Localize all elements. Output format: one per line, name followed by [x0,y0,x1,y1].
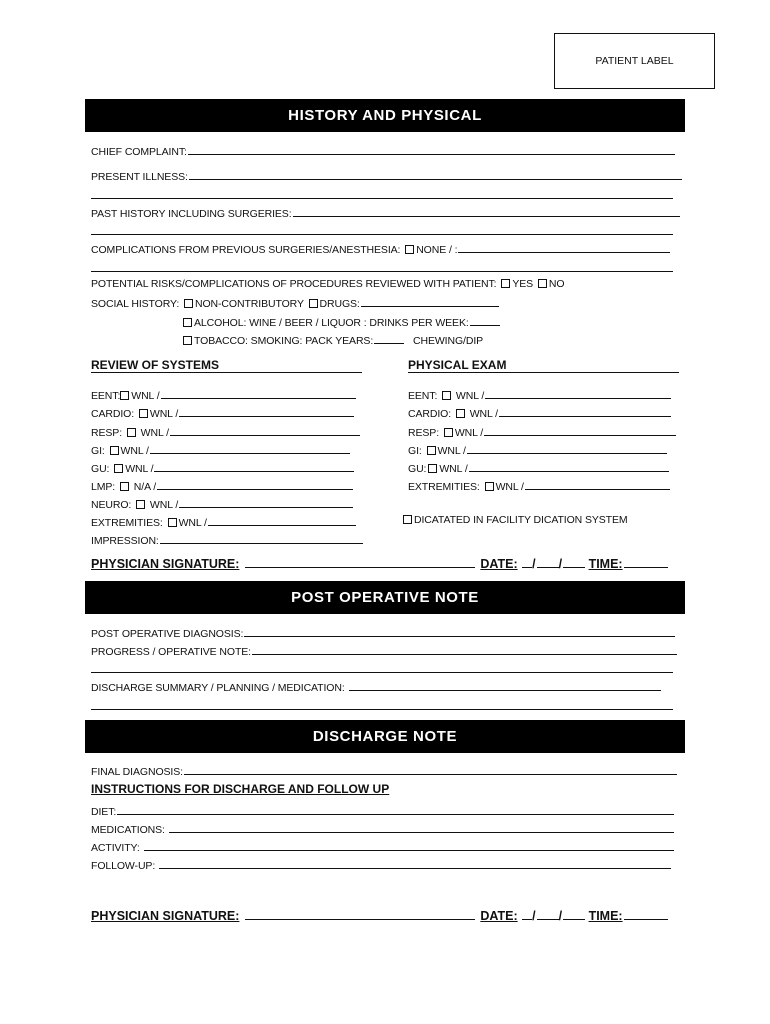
post-op-diagnosis-label: POST OPERATIVE DIAGNOSIS: [91,628,244,640]
discharge-date-sep-1: / [532,909,536,923]
pe-eent-wnl: WNL / [455,390,485,402]
ros-gu-checkbox[interactable] [114,464,123,473]
pe-cardio-field[interactable] [499,405,671,417]
ros-eent-label: EENT: [91,390,121,402]
ros-cardio-row [91,405,354,421]
patient-label-box [554,33,715,89]
ros-resp-row [91,424,360,440]
ros-cardio-label: CARDIO: [91,408,135,420]
follow-up-label: FOLLOW-UP: [91,860,156,872]
pe-extremities-field[interactable] [525,478,670,490]
ros-extremities-wnl: WNL / [178,517,207,529]
dictated-row [401,514,628,527]
ros-cardio-checkbox[interactable] [139,409,148,418]
complications-line-2[interactable] [91,271,673,272]
hp-date-sep-1: / [532,557,536,571]
pe-extremities-wnl: WNL / [495,481,524,493]
ros-eent-wnl: WNL / [131,390,160,402]
discharge-physician-signature-label: PHYSICIAN SIGNATURE: [91,909,240,923]
ros-gi-field[interactable] [150,442,350,454]
hp-signature-row [91,556,668,571]
pe-cardio-wnl: WNL / [469,408,498,420]
pe-resp-field[interactable] [484,424,676,436]
ros-neuro-row [91,496,353,512]
pe-gi-field[interactable] [467,442,667,454]
present-illness-line-2[interactable] [91,198,673,199]
tobacco-label: TOBACCO: SMOKING: PACK YEARS: [194,335,374,347]
ros-gu-row [91,460,354,476]
ros-resp-checkbox[interactable] [127,428,136,437]
chief-complaint-field[interactable] [188,143,675,155]
social-history-row [91,295,499,311]
discharge-date-day-field[interactable] [537,908,559,920]
potential-risks-row [91,278,564,291]
tobacco-checkbox[interactable] [183,336,192,345]
history-physical-banner [85,99,685,132]
pe-resp-wnl: WNL / [454,427,484,439]
pe-eent-row [408,387,671,403]
discharge-time-label: TIME: [588,909,623,923]
hp-date-month-field[interactable] [522,556,532,568]
impression-label: IMPRESSION: [91,535,159,547]
ros-gu-field[interactable] [154,460,354,472]
hp-date-day-field[interactable] [537,556,559,568]
social-history-label: SOCIAL HISTORY: [91,298,180,310]
alcohol-row [181,314,500,330]
dictated-checkbox[interactable] [403,515,412,524]
ros-lmp-label: LMP: [91,481,116,493]
drugs-checkbox[interactable] [309,299,318,308]
pe-heading [408,358,679,373]
pe-gu-label: GU: [408,463,427,475]
discharge-summary-label: DISCHARGE SUMMARY / PLANNING / MEDICATION: [91,682,345,694]
final-diagnosis-label: FINAL DIAGNOSIS: [91,766,183,778]
alcohol-label: ALCOHOL: WINE / BEER / LIQUOR : DRINKS PER WEEK: [194,317,469,329]
ros-gu-wnl: WNL / [125,463,154,475]
past-history-field[interactable] [293,205,680,217]
discharge-banner [85,720,685,753]
pe-extremities-row [408,478,670,494]
hp-date-label: DATE: [480,557,518,571]
non-contributory-label: NON-CONTRIBUTORY [195,298,304,310]
drugs-field[interactable] [361,295,499,307]
activity-field[interactable] [144,839,674,851]
diet-row [91,803,674,819]
pe-cardio-row [408,405,671,421]
yes-checkbox[interactable] [501,279,510,288]
final-diagnosis-row [91,763,677,779]
ros-cardio-field[interactable] [179,405,354,417]
ros-heading-text: REVIEW OF SYSTEMS [91,358,220,372]
impression-row [91,532,363,548]
follow-up-field[interactable] [159,857,671,869]
pe-resp-label: RESP: [408,427,440,439]
pe-cardio-label: CARDIO: [408,408,452,420]
discharge-date-year-field[interactable] [563,908,585,920]
ros-gi-label: GI: [91,445,105,457]
medications-label: MEDICATIONS: [91,824,165,836]
none-label: NONE / : [416,244,458,256]
patient-label-text: PATIENT LABEL [595,55,674,67]
ros-neuro-field[interactable] [179,496,353,508]
discharge-date-sep-2: / [558,909,563,923]
discharge-signature-row [91,908,668,923]
ros-extremities-label: EXTREMITIES: [91,517,163,529]
ros-neuro-label: NEURO: [91,499,132,511]
alcohol-field[interactable] [470,314,500,326]
pe-gu-wnl: WNL / [439,463,468,475]
progress-note-field[interactable] [252,643,677,655]
ros-lmp-field[interactable] [157,478,353,490]
pe-gi-checkbox[interactable] [427,446,436,455]
ros-gi-wnl: WNL / [120,445,149,457]
ros-extremities-row [91,514,356,530]
ros-resp-wnl: WNL / [140,427,169,439]
pe-resp-checkbox[interactable] [444,428,453,437]
hp-time-field[interactable] [624,556,668,568]
hp-physician-signature-field[interactable] [245,556,475,568]
ros-lmp-na: N/A / [133,481,157,493]
pe-gi-label: GI: [408,445,422,457]
ros-eent-checkbox[interactable] [120,391,129,400]
potential-risks-label: POTENTIAL RISKS/COMPLICATIONS OF PROCEDURES REVIEWED WITH PATIENT: [91,278,497,290]
chief-complaint-row [91,143,675,159]
pe-cardio-checkbox[interactable] [456,409,465,418]
ros-lmp-checkbox[interactable] [120,482,129,491]
medications-row [91,821,674,837]
hp-time-label: TIME: [588,557,623,571]
pe-gi-wnl: WNL / [437,445,466,457]
ros-extremities-checkbox[interactable] [168,518,177,527]
pe-gu-field[interactable] [469,460,669,472]
ros-gu-label: GU: [91,463,110,475]
drugs-label: DRUGS: [319,298,360,310]
post-op-diagnosis-field[interactable] [244,625,675,637]
hp-date-year-field[interactable] [563,556,585,568]
progress-note-row [91,643,677,659]
ros-resp-label: RESP: [91,427,123,439]
complications-label: COMPLICATIONS FROM PREVIOUS SURGERIES/ANESTHESIA: [91,244,401,256]
ros-lmp-row [91,478,353,494]
chief-complaint-label: CHIEF COMPLAINT: [91,146,187,158]
none-checkbox[interactable] [405,245,414,254]
post-op-title: POST OPERATIVE NOTE [291,589,479,606]
post-op-diagnosis-row [91,625,675,641]
ros-eent-row [91,387,356,403]
discharge-date-label: DATE: [480,909,518,923]
discharge-summary-field[interactable] [349,679,661,691]
past-history-label: PAST HISTORY INCLUDING SURGERIES: [91,208,292,220]
pe-heading-text: PHYSICAL EXAM [408,358,507,372]
no-checkbox[interactable] [538,279,547,288]
chewing-label: CHEWING/DIP [412,335,484,347]
post-op-banner [85,581,685,614]
activity-row [91,839,674,855]
discharge-summary-row [91,679,661,695]
pe-eent-checkbox[interactable] [442,391,451,400]
dictated-label: DICATATED IN FACILITY DICATION SYSTEM [414,514,628,526]
diet-field[interactable] [117,803,674,815]
hp-physician-signature-label: PHYSICIAN SIGNATURE: [91,557,240,571]
ros-extremities-field[interactable] [208,514,356,526]
follow-up-row [91,857,671,873]
discharge-summary-line-2[interactable] [91,709,673,710]
pe-eent-field[interactable] [485,387,671,399]
ros-resp-field[interactable] [170,424,360,436]
pe-resp-row [408,424,676,440]
discharge-physician-signature-field[interactable] [245,908,475,920]
pe-extremities-checkbox[interactable] [485,482,494,491]
pe-gu-checkbox[interactable] [428,464,437,473]
past-history-line-2[interactable] [91,234,673,235]
present-illness-label: PRESENT ILLNESS: [91,171,188,183]
pack-years-field[interactable] [374,332,404,344]
medications-field[interactable] [169,821,674,833]
final-diagnosis-field[interactable] [184,763,677,775]
complications-field[interactable] [458,241,670,253]
instructions-heading: INSTRUCTIONS FOR DISCHARGE AND FOLLOW UP [91,782,390,796]
ros-neuro-checkbox[interactable] [136,500,145,509]
ros-gi-row [91,442,350,458]
present-illness-field[interactable] [189,168,682,180]
progress-note-label: PROGRESS / OPERATIVE NOTE: [91,646,251,658]
no-label: NO [548,278,565,290]
hp-date-sep-2: / [558,557,563,571]
progress-note-line-2[interactable] [91,672,673,673]
ros-heading [91,358,362,373]
present-illness-row [91,168,682,184]
history-physical-title: HISTORY AND PHYSICAL [288,107,482,124]
discharge-date-month-field[interactable] [522,908,532,920]
discharge-time-field[interactable] [624,908,668,920]
pe-gu-row [408,460,669,476]
pe-gi-row [408,442,667,458]
pe-extremities-label: EXTREMITIES: [408,481,480,493]
alcohol-checkbox[interactable] [183,318,192,327]
ros-gi-checkbox[interactable] [110,446,119,455]
tobacco-row [181,332,483,348]
ros-cardio-wnl: WNL / [149,408,179,420]
pe-eent-label: EENT: [408,390,438,402]
past-history-row [91,205,680,221]
discharge-title: DISCHARGE NOTE [312,728,458,745]
ros-eent-field[interactable] [161,387,356,399]
ros-neuro-wnl: WNL / [149,499,179,511]
impression-field[interactable] [160,532,363,544]
diet-label: DIET: [91,806,117,818]
yes-label: YES [512,278,534,290]
complications-row [91,241,670,257]
activity-label: ACTIVITY: [91,842,140,854]
non-contributory-checkbox[interactable] [184,299,193,308]
